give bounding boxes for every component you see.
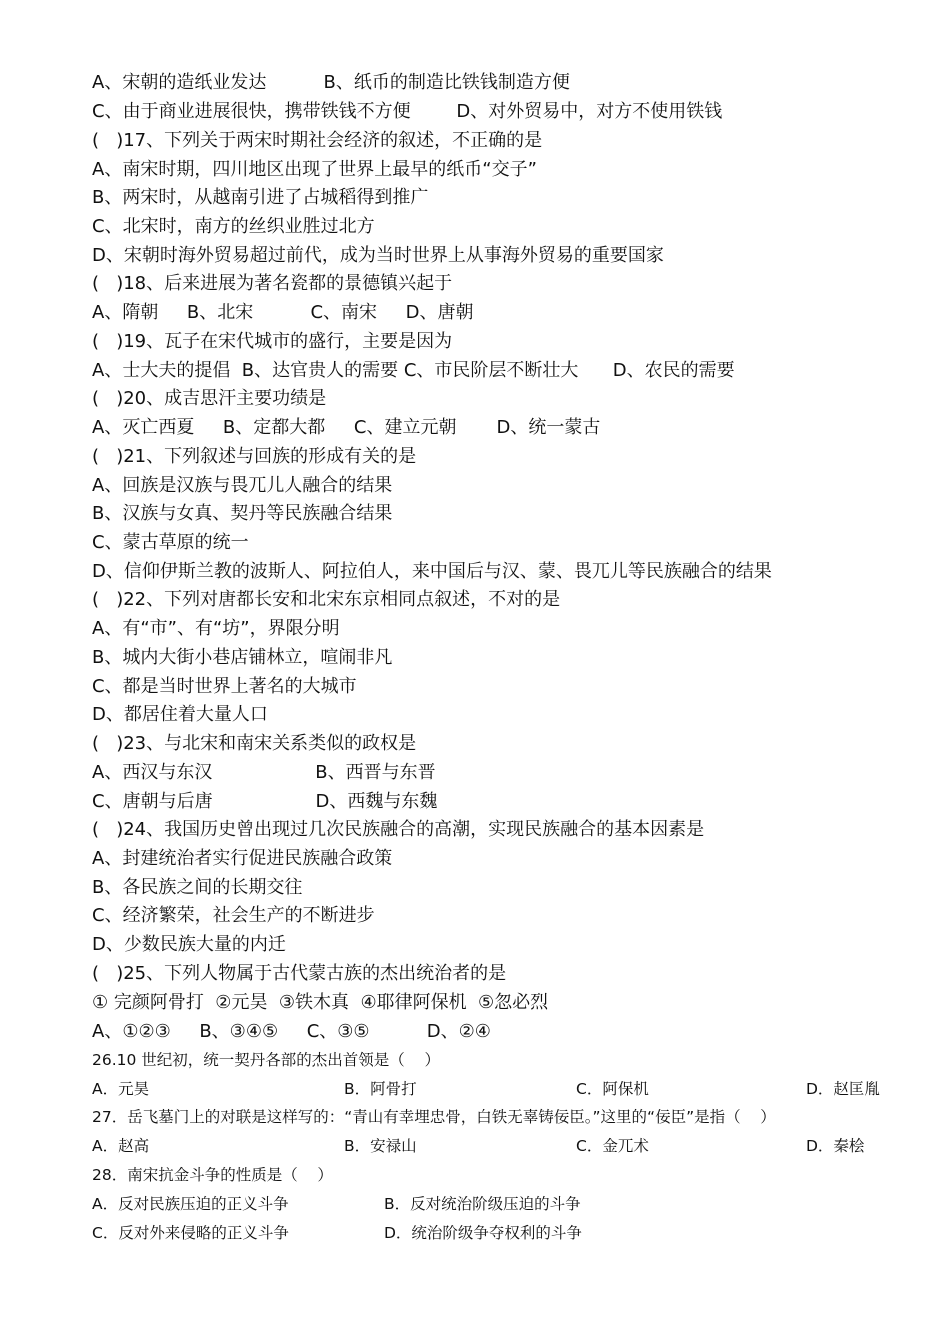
question-27-option-c: C．金兀术 [576,1137,649,1155]
question-17-stem: ( )17、下列关于两宋时期社会经济的叙述，不正确的是 [92,130,543,151]
text-line: C、唐朝与后唐 D、西魏与东魏 [92,791,438,812]
text-line: D、都居住着大量人口 [92,704,268,725]
question-27-option-d: D．秦桧 [806,1137,865,1155]
text-line: A、回族是汉族与畏兀儿人融合的结果 [92,475,393,496]
question-27-option-b: B．安禄山 [344,1137,417,1155]
text-line: B、各民族之间的长期交往 [92,877,303,898]
question-20-stem: ( )20、成吉思汗主要功绩是 [92,388,327,409]
text-line: A、①②③ B、③④⑤ C、③⑤ D、②④ [92,1021,491,1042]
question-28-option-a: A．反对民族压迫的正义斗争 [92,1195,289,1213]
question-26-option-c: C．阿保机 [576,1080,649,1098]
question-26-option-b: B．阿骨打 [344,1080,417,1098]
text-line: C、都是当时世界上著名的大城市 [92,676,357,697]
question-18-stem: ( )18、后来进展为著名瓷都的景德镇兴起于 [92,273,453,294]
question-28-option-d: D．统治阶级争夺权利的斗争 [384,1224,582,1242]
question-24-stem: ( )24、我国历史曾出现过几次民族融合的高潮，实现民族融合的基本因素是 [92,819,705,840]
text-line: A、士大夫的提倡 B、达官贵人的需要 C、市民阶层不断壮大 D、农民的需要 [92,360,735,381]
question-22-stem: ( )22、下列对唐都长安和北宋东京相同点叙述，不对的是 [92,589,561,610]
text-line: D、信仰伊斯兰教的波斯人、阿拉伯人，来中国后与汉、蒙、畏兀儿等民族融合的结果 [92,561,772,582]
question-23-stem: ( )23、与北宋和南宋关系类似的政权是 [92,733,417,754]
question-27-option-a: A．赵高 [92,1137,150,1155]
text-line: B、两宋时，从越南引进了占城稻得到推广 [92,187,429,208]
text-line: C、北宋时，南方的丝织业胜过北方 [92,216,375,237]
text-line: A、宋朝的造纸业发达 B、纸币的制造比铁钱制造方便 [92,72,570,93]
text-line: A、灭亡西夏 B、定都大都 C、建立元朝 D、统一蒙古 [92,417,601,438]
question-28-option-b: B．反对统治阶级压迫的斗争 [384,1195,581,1213]
text-line: A、有“市”、有“坊”，界限分明 [92,618,340,639]
text-line: ① 完颜阿骨打 ②元昊 ③铁木真 ④耶律阿保机 ⑤忽必烈 [92,992,549,1013]
text-line: A、南宋时期，四川地区出现了世界上最早的纸币“交子” [92,159,537,180]
question-19-stem: ( )19、瓦子在宋代城市的盛行，主要是因为 [92,331,453,352]
text-line: B、城内大街小巷店铺林立，喧闹非凡 [92,647,393,668]
question-21-stem: ( )21、下列叙述与回族的形成有关的是 [92,446,417,467]
text-line: B、汉族与女真、契丹等民族融合结果 [92,503,393,524]
question-26-stem: 26.10 世纪初，统一契丹各部的杰出首领是（ ） [92,1051,441,1069]
text-line: A、隋朝 B、北宋 C、南宋 D、唐朝 [92,302,474,323]
question-27-stem: 27．岳飞墓门上的对联是这样写的：“青山有幸埋忠骨，白铁无辜铸佞臣。”这里的“佞臣”是指（ ） [92,1108,776,1126]
question-26-option-a: A．元昊 [92,1080,150,1098]
text-line: C、经济繁荣，社会生产的不断进步 [92,905,375,926]
text-line: D、宋朝时海外贸易超过前代，成为当时世界上从事海外贸易的重要国家 [92,245,664,266]
text-line: D、少数民族大量的内迁 [92,934,286,955]
question-28-option-c: C．反对外来侵略的正义斗争 [92,1224,289,1242]
question-25-stem: ( )25、下列人物属于古代蒙古族的杰出统治者的是 [92,963,507,984]
question-26-option-d: D．赵匡胤 [806,1080,880,1098]
text-line: A、西汉与东汉 B、西晋与东晋 [92,762,436,783]
text-line: C、蒙古草原的统一 [92,532,249,553]
text-line: C、由于商业进展很快，携带铁钱不方便 D、对外贸易中，对方不使用铁钱 [92,101,723,122]
question-28-stem: 28．南宋抗金斗争的性质是（ ） [92,1166,333,1184]
text-line: A、封建统治者实行促进民族融合政策 [92,848,393,869]
